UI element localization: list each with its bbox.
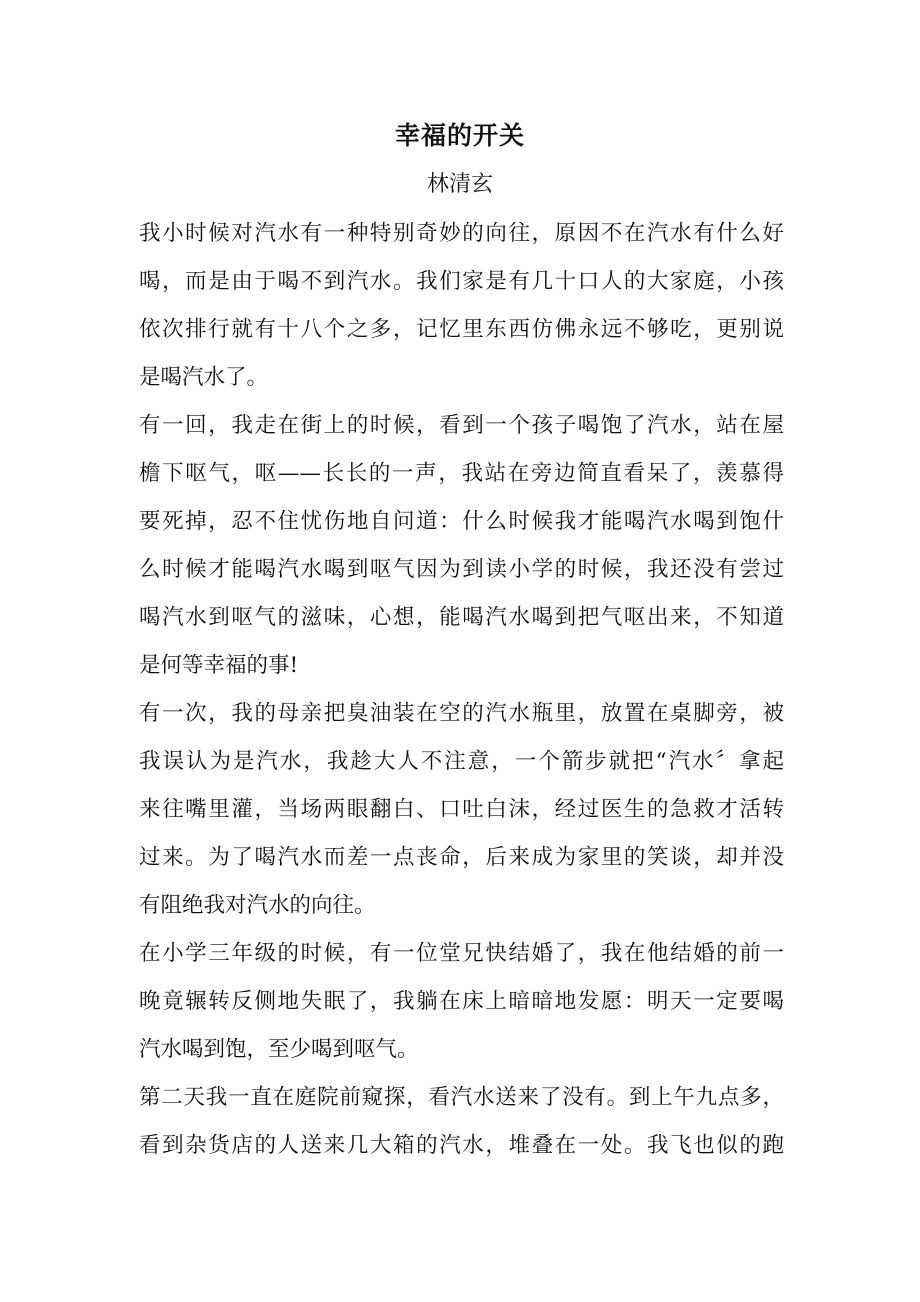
text-line: 过来。为了喝汽水而差一点丧命，后来成为家里的笑谈，却并没 bbox=[139, 845, 784, 870]
text-line: 我误认为是汽水，我趁大人不注意，一个箭步就把“汽水〞拿起 bbox=[139, 749, 784, 774]
text-line: 檐下呕气，呕——长长的一声，我站在旁边简直看呆了，羡慕得 bbox=[139, 461, 784, 486]
text-line: 看到杂货店的人送来几大箱的汽水，堆叠在一处。我飞也似的跑 bbox=[139, 1133, 784, 1158]
text-line: 依次排行就有十八个之多，记忆里东西仿佛永远不够吃，更别说 bbox=[139, 317, 784, 342]
text-line: 在小学三年级的时候，有一位堂兄快结婚了，我在他结婚的前一 bbox=[139, 941, 784, 966]
text-line: 喝汽水到呕气的滋味，心想，能喝汽水喝到把气呕出来，不知道 bbox=[139, 605, 784, 630]
text-line: 晚竟辗转反侧地失眠了，我躺在床上暗暗地发愿：明天一定要喝 bbox=[139, 989, 784, 1014]
text-line: 要死掉，忍不住忧伤地自问道：什么时候我才能喝汽水喝到饱什 bbox=[139, 509, 784, 534]
document-title: 幸福的开关 bbox=[394, 121, 525, 150]
text-line: 有阻绝我对汽水的向往。 bbox=[139, 893, 376, 918]
text-line: 第二天我一直在庭院前窥探，看汽水送来了没有。到上午九点多， bbox=[139, 1085, 784, 1110]
text-line: 是何等幸福的事! bbox=[139, 653, 299, 678]
text-line: 我小时候对汽水有一种特别奇妙的向往，原因不在汽水有什么好 bbox=[139, 221, 784, 246]
text-line: 有一次，我的母亲把臭油装在空的汽水瓶里，放置在桌脚旁，被 bbox=[139, 701, 784, 726]
document-body bbox=[139, 210, 784, 1170]
text-line: 么时候才能喝汽水喝到呕气因为到读小学的时候，我还没有尝过 bbox=[139, 557, 784, 582]
text-line: 是喝汽水了。 bbox=[139, 365, 269, 390]
text-line: 喝，而是由于喝不到汽水。我们家是有几十口人的大家庭，小孩 bbox=[139, 269, 784, 294]
text-line: 汽水喝到饱，至少喝到呕气。 bbox=[139, 1037, 419, 1062]
text-line: 有一回，我走在街上的时候，看到一个孩子喝饱了汽水，站在屋 bbox=[139, 413, 784, 438]
text-line: 来往嘴里灌，当场两眼翻白、口吐白沫，经过医生的急救才活转 bbox=[139, 797, 784, 822]
document-author: 林清玄 bbox=[426, 172, 493, 197]
